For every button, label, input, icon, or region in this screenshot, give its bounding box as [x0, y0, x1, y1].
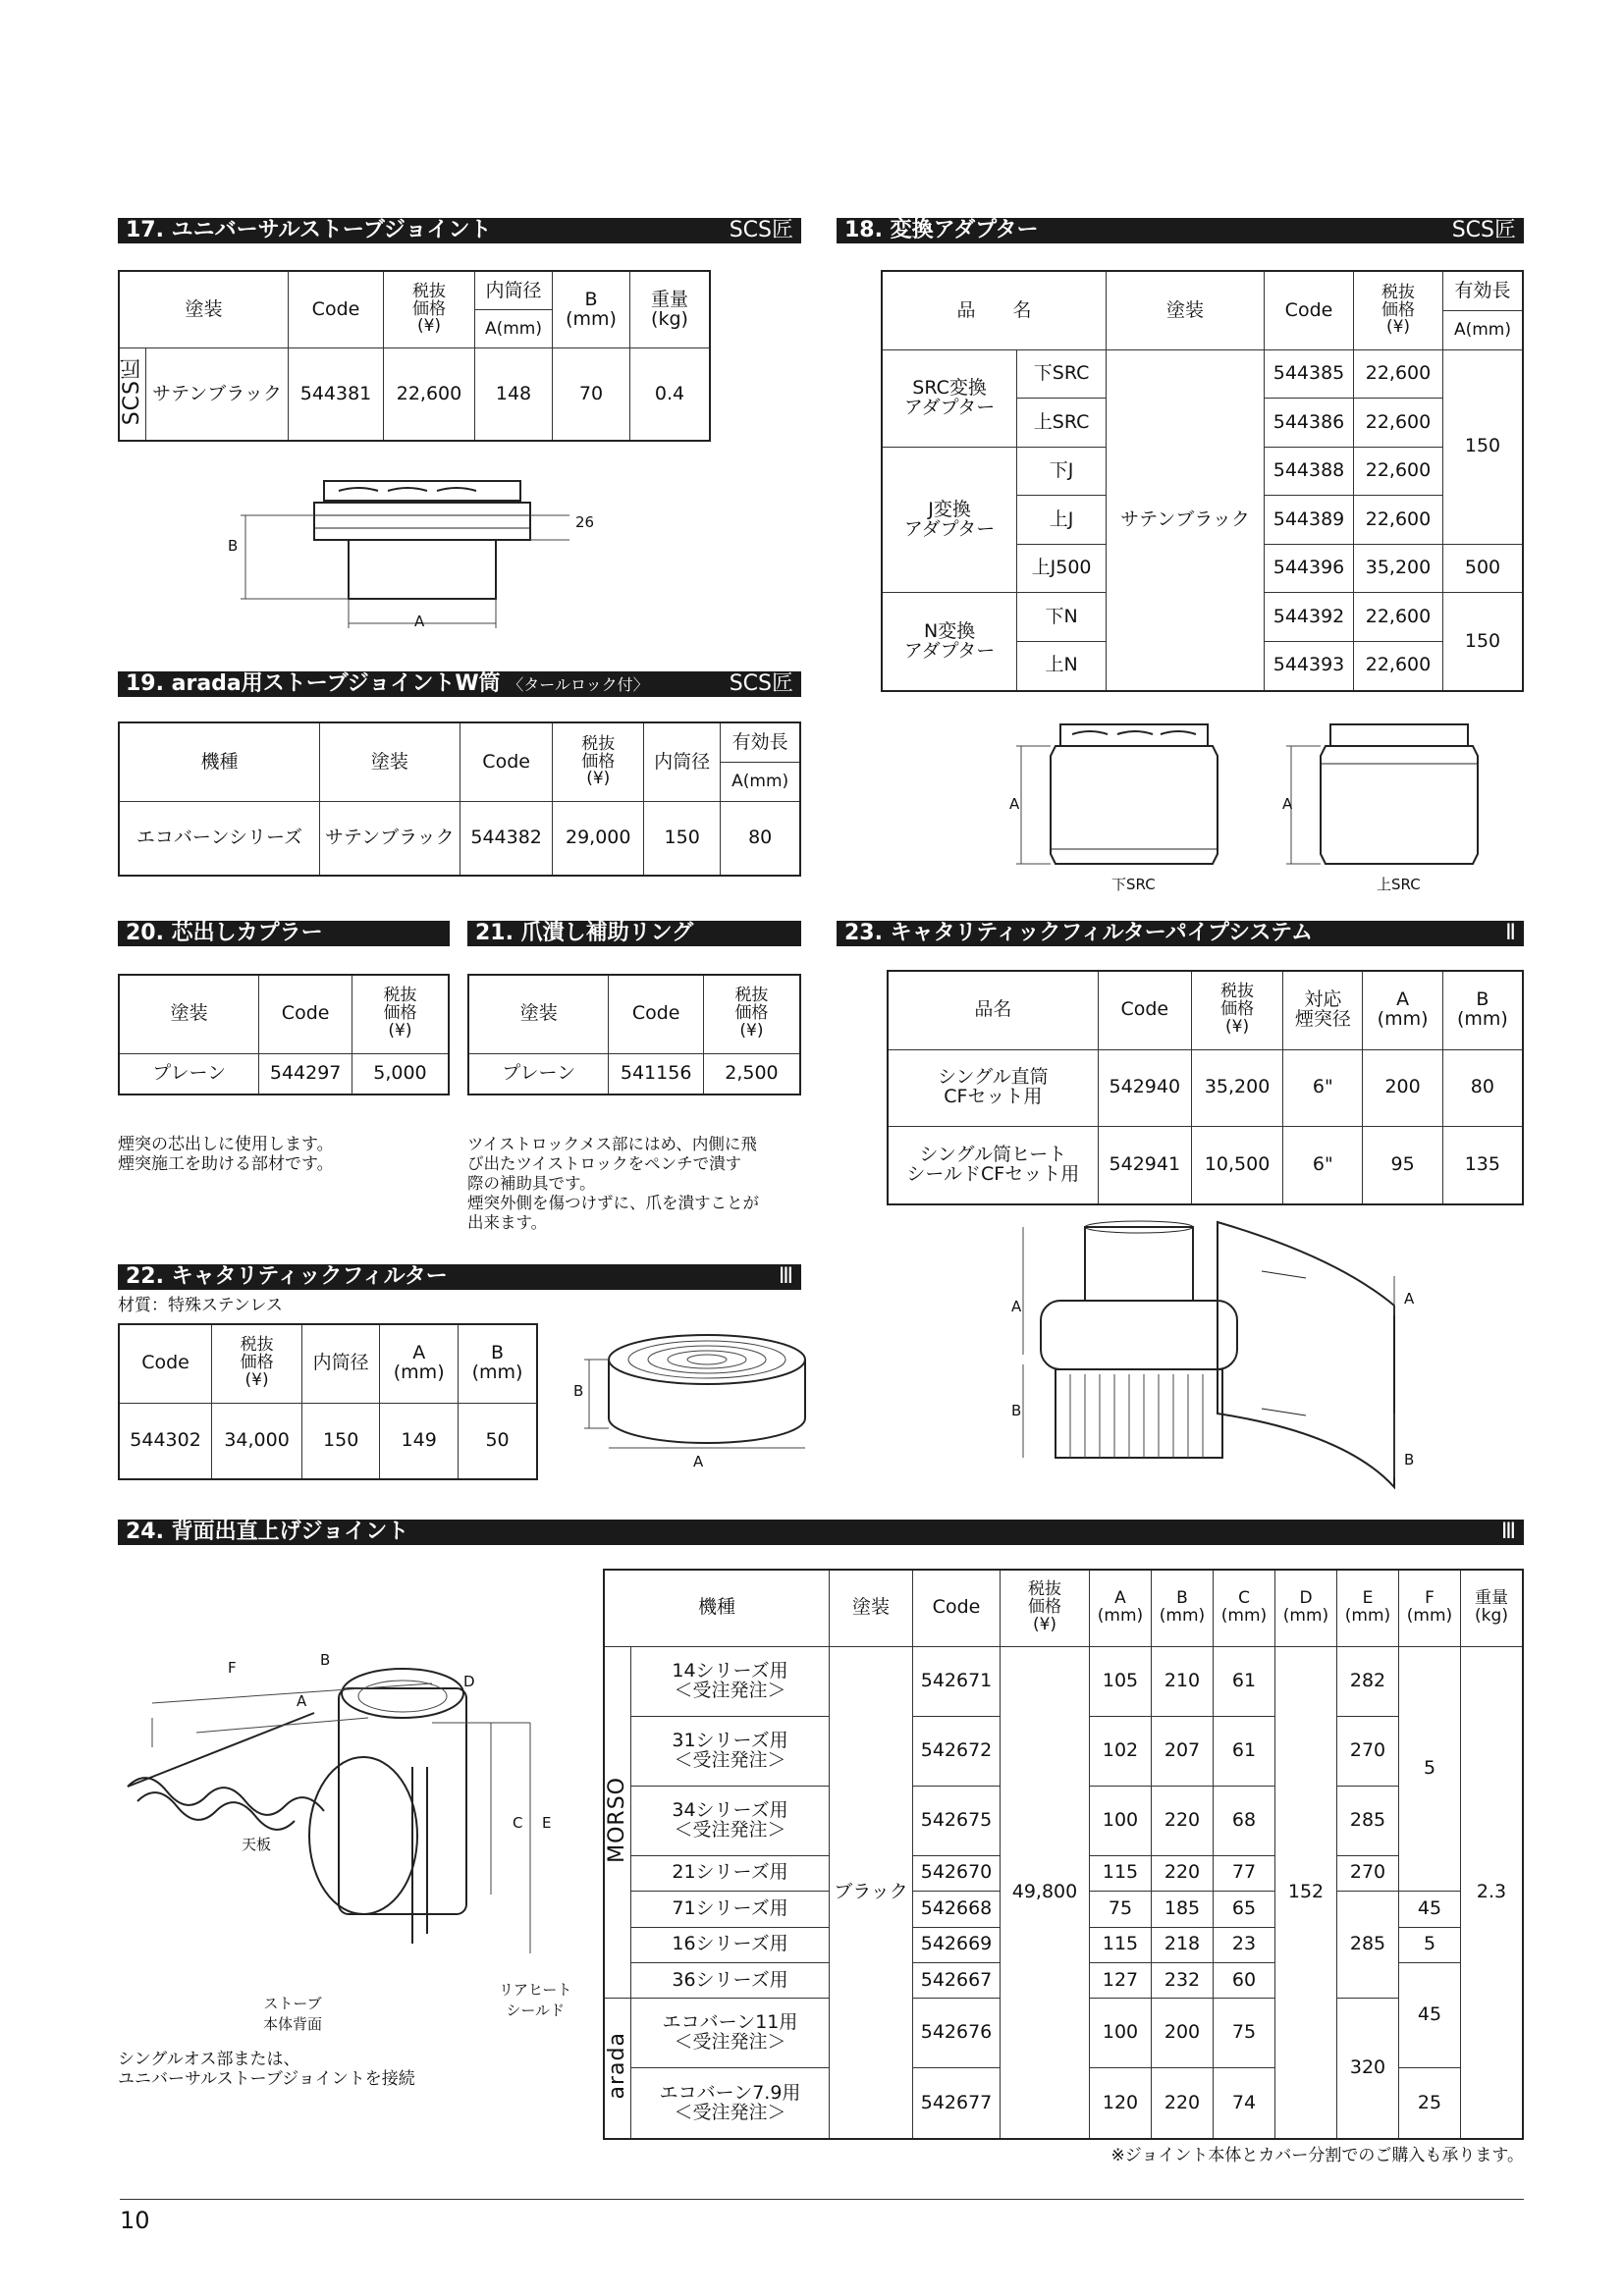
fig24-label-a: A — [297, 1692, 307, 1710]
fig24-label-back: ストーブ 本体背面 — [263, 1995, 323, 2033]
cell-b: 80 — [1442, 1049, 1523, 1127]
cell-e: 320 — [1337, 1999, 1399, 2139]
price-cell: 22,600 — [1354, 496, 1443, 544]
cell-b: 50 — [459, 1403, 537, 1479]
th-c: C (mm) — [1214, 1570, 1275, 1646]
fig22-label-a: A — [693, 1453, 704, 1470]
cell-model: 21シリーズ用 — [631, 1855, 830, 1891]
th-code: Code — [289, 271, 384, 348]
th-price: 税抜 価格 (¥) — [1354, 271, 1443, 350]
cell-model: エコバーン11用 ＜受注発注＞ — [631, 1999, 830, 2068]
section-24-title: 24. 背面出直上げジョイント — [126, 1520, 409, 1544]
cell-b: 210 — [1152, 1646, 1214, 1716]
cell-paint: プレーン — [468, 1053, 609, 1095]
cell-code: 542676 — [913, 1999, 1001, 2068]
table-17 — [118, 270, 711, 442]
price-cell: 22,600 — [1354, 350, 1443, 399]
cell-inner: 148 — [475, 348, 553, 442]
cell-code: 542667 — [913, 1962, 1001, 1998]
th-paint: 塗装 — [119, 975, 259, 1053]
cell-weight: 2.3 — [1461, 1646, 1524, 2139]
th-a: A (mm) — [1090, 1570, 1152, 1646]
th-code: Code — [913, 1570, 1001, 1646]
cell-c: 23 — [1214, 1927, 1275, 1962]
cell-code: 541156 — [609, 1053, 704, 1095]
th-b: B (mm) — [553, 271, 630, 348]
cell-price: 35,200 — [1191, 1049, 1282, 1127]
fig17-label-a: A — [414, 613, 425, 630]
cell-price: 2,500 — [703, 1053, 800, 1095]
sub-cell: 下N — [1017, 593, 1107, 641]
fig23-label-b1: B — [1011, 1402, 1022, 1419]
cell-a: 105 — [1090, 1646, 1152, 1716]
section-24-footnote: ※ジョイント本体とカバー分割でのご購入も承ります。 — [1110, 2146, 1524, 2165]
fig24-label-b: B — [320, 1651, 331, 1669]
fig24-label-f: F — [228, 1659, 237, 1677]
th-price: 税抜 価格 (¥) — [703, 975, 800, 1053]
cell-a: 75 — [1090, 1892, 1152, 1927]
th-code: Code — [119, 1324, 212, 1403]
cell-price: 49,800 — [1001, 1646, 1090, 2139]
fig22-label-b: B — [573, 1382, 584, 1400]
th-code: Code — [609, 975, 704, 1053]
th-paint: 塗装 — [319, 722, 460, 802]
cell-model: 36シリーズ用 — [631, 1962, 830, 1998]
section-21-header — [467, 921, 801, 946]
fig18-caption-right: 上SRC — [1377, 876, 1421, 893]
cell-a: 115 — [1090, 1927, 1152, 1962]
th-b: B (mm) — [1442, 971, 1523, 1049]
th-a: A (mm) — [380, 1324, 459, 1403]
th-inner: 内筒径 — [644, 722, 721, 802]
code-cell: 544393 — [1265, 641, 1354, 691]
price-cell: 22,600 — [1354, 593, 1443, 641]
fig24-label-c: C — [513, 1814, 523, 1832]
section-17-badge: SCS匠 — [729, 218, 793, 242]
cell-price: 29,000 — [553, 802, 644, 877]
cell-name: シングル筒ヒート シールドCFセット用 — [888, 1127, 1098, 1204]
cell-f: 45 — [1399, 1892, 1461, 1927]
th-code: Code — [1265, 271, 1354, 350]
cell-f: 45 — [1399, 1962, 1461, 2067]
cell-a: 149 — [380, 1403, 459, 1479]
cell-dia: 6" — [1283, 1049, 1363, 1127]
section-23-title: 23. キャタリティックフィルターパイプシステム — [844, 921, 1313, 945]
fig24-label-top: 天板 — [242, 1836, 272, 1853]
section-24-badge: Ⅲ — [1500, 1520, 1516, 1544]
brand-morso: MORSO — [604, 1646, 631, 1999]
th-dia: 対応 煙突径 — [1283, 971, 1363, 1049]
fig18-label-a2: A — [1282, 795, 1293, 813]
cell-c: 60 — [1214, 1962, 1275, 1998]
group-src: SRC変換 アダプター — [882, 350, 1017, 448]
th-price: 税抜 価格 (¥) — [384, 271, 475, 348]
filter-drawing — [579, 1330, 805, 1468]
cell-b: 200 — [1152, 1999, 1214, 2068]
section-20-note: 煙突の芯出しに使用します。 煙突施工を助ける部材です。 — [118, 1135, 334, 1174]
th-paint: 塗装 — [1107, 271, 1265, 350]
cell-name: シングル直筒 CFセット用 — [888, 1049, 1098, 1127]
sub-cell: 下SRC — [1017, 350, 1107, 399]
cell-code: 544381 — [289, 348, 384, 442]
row-group: SCS匠 — [119, 348, 146, 442]
cell-code: 542675 — [913, 1786, 1001, 1855]
th-b: B (mm) — [459, 1324, 537, 1403]
section-17-header — [118, 218, 801, 243]
section-22-badge: Ⅲ — [778, 1264, 793, 1289]
section-21-title: 21. 爪潰し補助リング — [475, 921, 694, 945]
cell-code: 542669 — [913, 1927, 1001, 1962]
cell-c: 61 — [1214, 1716, 1275, 1786]
th-price: 税抜 価格 (¥) — [352, 975, 449, 1053]
table-18 — [881, 270, 1524, 692]
th-model: 機種 — [604, 1570, 830, 1646]
cell-code: 542671 — [913, 1646, 1001, 1716]
sub-cell: 上SRC — [1017, 399, 1107, 447]
cell-model: 34シリーズ用 ＜受注発注＞ — [631, 1786, 830, 1855]
section-22-title: 22. キャタリティックフィルター — [126, 1264, 448, 1289]
cell-d: 152 — [1275, 1646, 1337, 2139]
cell-inner: 150 — [644, 802, 721, 877]
section-18-header — [837, 218, 1524, 243]
cell-c: 65 — [1214, 1892, 1275, 1927]
cell-code: 544297 — [259, 1053, 352, 1095]
cell-model: 14シリーズ用 ＜受注発注＞ — [631, 1646, 830, 1716]
fig23-label-b2: B — [1404, 1451, 1415, 1468]
cell-c: 75 — [1214, 1999, 1275, 2068]
price-cell: 22,600 — [1354, 641, 1443, 691]
cell-weight: 0.4 — [630, 348, 711, 442]
group-n: N変換 アダプター — [882, 593, 1017, 691]
section-19-title: 19. arada用ストーブジョイントW筒 〈タールロック付〉 — [126, 671, 649, 696]
code-cell: 544389 — [1265, 496, 1354, 544]
group-j: J変換 アダプター — [882, 447, 1017, 592]
sub-cell: 下J — [1017, 447, 1107, 495]
th-price: 税抜 価格 (¥) — [1191, 971, 1282, 1049]
cell-code: 542672 — [913, 1716, 1001, 1786]
cell-paint: サテンブラック — [146, 348, 289, 442]
th-inner: 内筒径 — [302, 1324, 380, 1403]
th-price: 税抜 価格 (¥) — [212, 1324, 302, 1403]
fig18-label-a1: A — [1009, 795, 1020, 813]
cell-b: 220 — [1152, 2068, 1214, 2139]
cell-a: 115 — [1090, 1855, 1152, 1891]
cell-model: エコバーンシリーズ — [119, 802, 319, 877]
cell-paint: プレーン — [119, 1053, 259, 1095]
sub-cell: 上J — [1017, 496, 1107, 544]
cell-code: 542940 — [1098, 1049, 1191, 1127]
th-price: 税抜 価格 (¥) — [1001, 1570, 1090, 1646]
paint-cell: サテンブラック — [1107, 350, 1265, 692]
section-21-note: ツイストロックメス部にはめ、内側に飛 び出たツイストロックをペンチで潰す 際の補助具です。 煙突外側を傷つけずに、爪を潰すことが 出来ます。 — [467, 1135, 759, 1232]
th-model: 機種 — [119, 722, 319, 802]
section-19-header — [118, 671, 801, 697]
cell-price: 22,600 — [384, 348, 475, 442]
table-20 — [118, 974, 450, 1095]
cell-len: 80 — [721, 802, 800, 877]
section-22-header — [118, 1264, 801, 1290]
table-21 — [467, 974, 801, 1095]
cell-b: 185 — [1152, 1892, 1214, 1927]
cell-b: 232 — [1152, 1962, 1214, 1998]
cell-code: 544382 — [460, 802, 553, 877]
cell-code: 542668 — [913, 1892, 1001, 1927]
cell-model: 31シリーズ用 ＜受注発注＞ — [631, 1716, 830, 1786]
section-23-header — [837, 921, 1524, 946]
cell-paint: ブラック — [830, 1646, 913, 2139]
filter-pipe-drawing — [1011, 1217, 1463, 1482]
len-cell: 500 — [1443, 544, 1524, 592]
code-cell: 544396 — [1265, 544, 1354, 592]
fig23-label-a1: A — [1011, 1298, 1022, 1315]
th-weight: 重量 (kg) — [630, 271, 711, 348]
cell-f: 5 — [1399, 1646, 1461, 1892]
section-20-title: 20. 芯出しカプラー — [126, 921, 323, 945]
cell-b: 220 — [1152, 1786, 1214, 1855]
cell-price: 34,000 — [212, 1403, 302, 1479]
th-paint: 塗装 — [119, 271, 289, 348]
cell-e: 270 — [1337, 1716, 1399, 1786]
cell-price: 10,500 — [1191, 1127, 1282, 1204]
section-18-badge: SCS匠 — [1451, 218, 1516, 242]
table-23 — [887, 970, 1524, 1205]
cell-model: 71シリーズ用 — [631, 1892, 830, 1927]
th-d: D (mm) — [1275, 1570, 1337, 1646]
price-cell: 22,600 — [1354, 447, 1443, 495]
cell-dia: 6" — [1283, 1127, 1363, 1204]
cell-f: 5 — [1399, 1927, 1461, 1962]
section-23-badge: Ⅱ — [1505, 921, 1516, 945]
th-paint: 塗装 — [468, 975, 609, 1053]
cell-c: 74 — [1214, 2068, 1275, 2139]
cell-a: 120 — [1090, 2068, 1152, 2139]
fig23-label-a2: A — [1404, 1290, 1415, 1308]
cell-a: 95 — [1363, 1127, 1442, 1204]
cell-e: 285 — [1337, 1786, 1399, 1855]
adapter-drawing — [1011, 707, 1522, 874]
section-22-material: 材質：特殊ステンレス — [118, 1296, 283, 1315]
brand-arada: arada — [604, 1999, 631, 2139]
th-code: Code — [1098, 971, 1191, 1049]
sub-cell: 上J500 — [1017, 544, 1107, 592]
table-24 — [603, 1569, 1524, 2140]
th-code: Code — [259, 975, 352, 1053]
cell-model: 16シリーズ用 — [631, 1927, 830, 1962]
cell-e: 270 — [1337, 1855, 1399, 1891]
th-b: B (mm) — [1152, 1570, 1214, 1646]
cell-paint: サテンブラック — [319, 802, 460, 877]
code-cell: 544388 — [1265, 447, 1354, 495]
cell-e: 285 — [1337, 1892, 1399, 1999]
section-24-header — [118, 1520, 1524, 1545]
cell-b: 70 — [553, 348, 630, 442]
section-20-header — [118, 921, 450, 946]
code-cell: 544386 — [1265, 399, 1354, 447]
fig24-label-e: E — [542, 1814, 552, 1832]
fig17-label-26: 26 — [575, 513, 595, 531]
fig24-label-d: D — [463, 1673, 475, 1690]
cell-b: 218 — [1152, 1927, 1214, 1962]
code-cell: 544392 — [1265, 593, 1354, 641]
cell-a: 127 — [1090, 1962, 1152, 1998]
th-a: A (mm) — [1363, 971, 1442, 1049]
section-17-title: 17. ユニバーサルストーブジョイント — [126, 218, 492, 242]
cell-inner: 150 — [302, 1403, 380, 1479]
len-cell: 150 — [1443, 350, 1524, 545]
cell-price: 5,000 — [352, 1053, 449, 1095]
th-price: 税抜 価格 (¥) — [553, 722, 644, 802]
code-cell: 544385 — [1265, 350, 1354, 399]
cell-code: 542670 — [913, 1855, 1001, 1891]
section-18-title: 18. 変換アダプター — [844, 218, 1039, 242]
cell-c: 61 — [1214, 1646, 1275, 1716]
cell-code: 544302 — [119, 1403, 212, 1479]
cell-b: 207 — [1152, 1716, 1214, 1786]
price-cell: 22,600 — [1354, 399, 1443, 447]
cell-b: 135 — [1442, 1127, 1523, 1204]
cell-c: 77 — [1214, 1855, 1275, 1891]
th-e: E (mm) — [1337, 1570, 1399, 1646]
cell-f: 25 — [1399, 2068, 1461, 2139]
page-number: 10 — [120, 2207, 150, 2234]
len-cell: 150 — [1443, 593, 1524, 691]
cell-code: 542941 — [1098, 1127, 1191, 1204]
th-inner: 内筒径 A(mm) — [475, 271, 553, 348]
cell-c: 68 — [1214, 1786, 1275, 1855]
table-22 — [118, 1323, 538, 1480]
price-cell: 35,200 — [1354, 544, 1443, 592]
th-len: 有効長 A(mm) — [1443, 271, 1524, 350]
th-weight: 重量 (kg) — [1461, 1570, 1524, 1646]
th-name: 品名 — [888, 971, 1098, 1049]
cell-e: 282 — [1337, 1646, 1399, 1716]
footer-rule — [120, 2199, 1524, 2200]
table-19 — [118, 721, 801, 877]
stove-joint-drawing — [216, 461, 609, 638]
sub-cell: 上N — [1017, 641, 1107, 691]
cell-code: 542677 — [913, 2068, 1001, 2139]
fig18-caption-left: 下SRC — [1111, 876, 1156, 893]
cell-model: エコバーン7.9用 ＜受注発注＞ — [631, 2068, 830, 2139]
fig17-label-b: B — [228, 537, 239, 555]
fig24-label-shield: リアヒート シールド — [499, 1981, 572, 2019]
th-name: 品 名 — [882, 271, 1107, 350]
section-19-badge: SCS匠 — [729, 671, 793, 696]
cell-a: 200 — [1363, 1049, 1442, 1127]
fig24-note: シングルオス部または、 ユニバーサルストーブジョイントを接続 — [118, 2050, 415, 2089]
cell-a: 102 — [1090, 1716, 1152, 1786]
th-len: 有効長 A(mm) — [721, 722, 800, 802]
th-code: Code — [460, 722, 553, 802]
cell-a: 100 — [1090, 1786, 1152, 1855]
th-f: F (mm) — [1399, 1570, 1461, 1646]
cell-a: 100 — [1090, 1999, 1152, 2068]
cell-b: 220 — [1152, 1855, 1214, 1891]
th-paint: 塗装 — [830, 1570, 913, 1646]
